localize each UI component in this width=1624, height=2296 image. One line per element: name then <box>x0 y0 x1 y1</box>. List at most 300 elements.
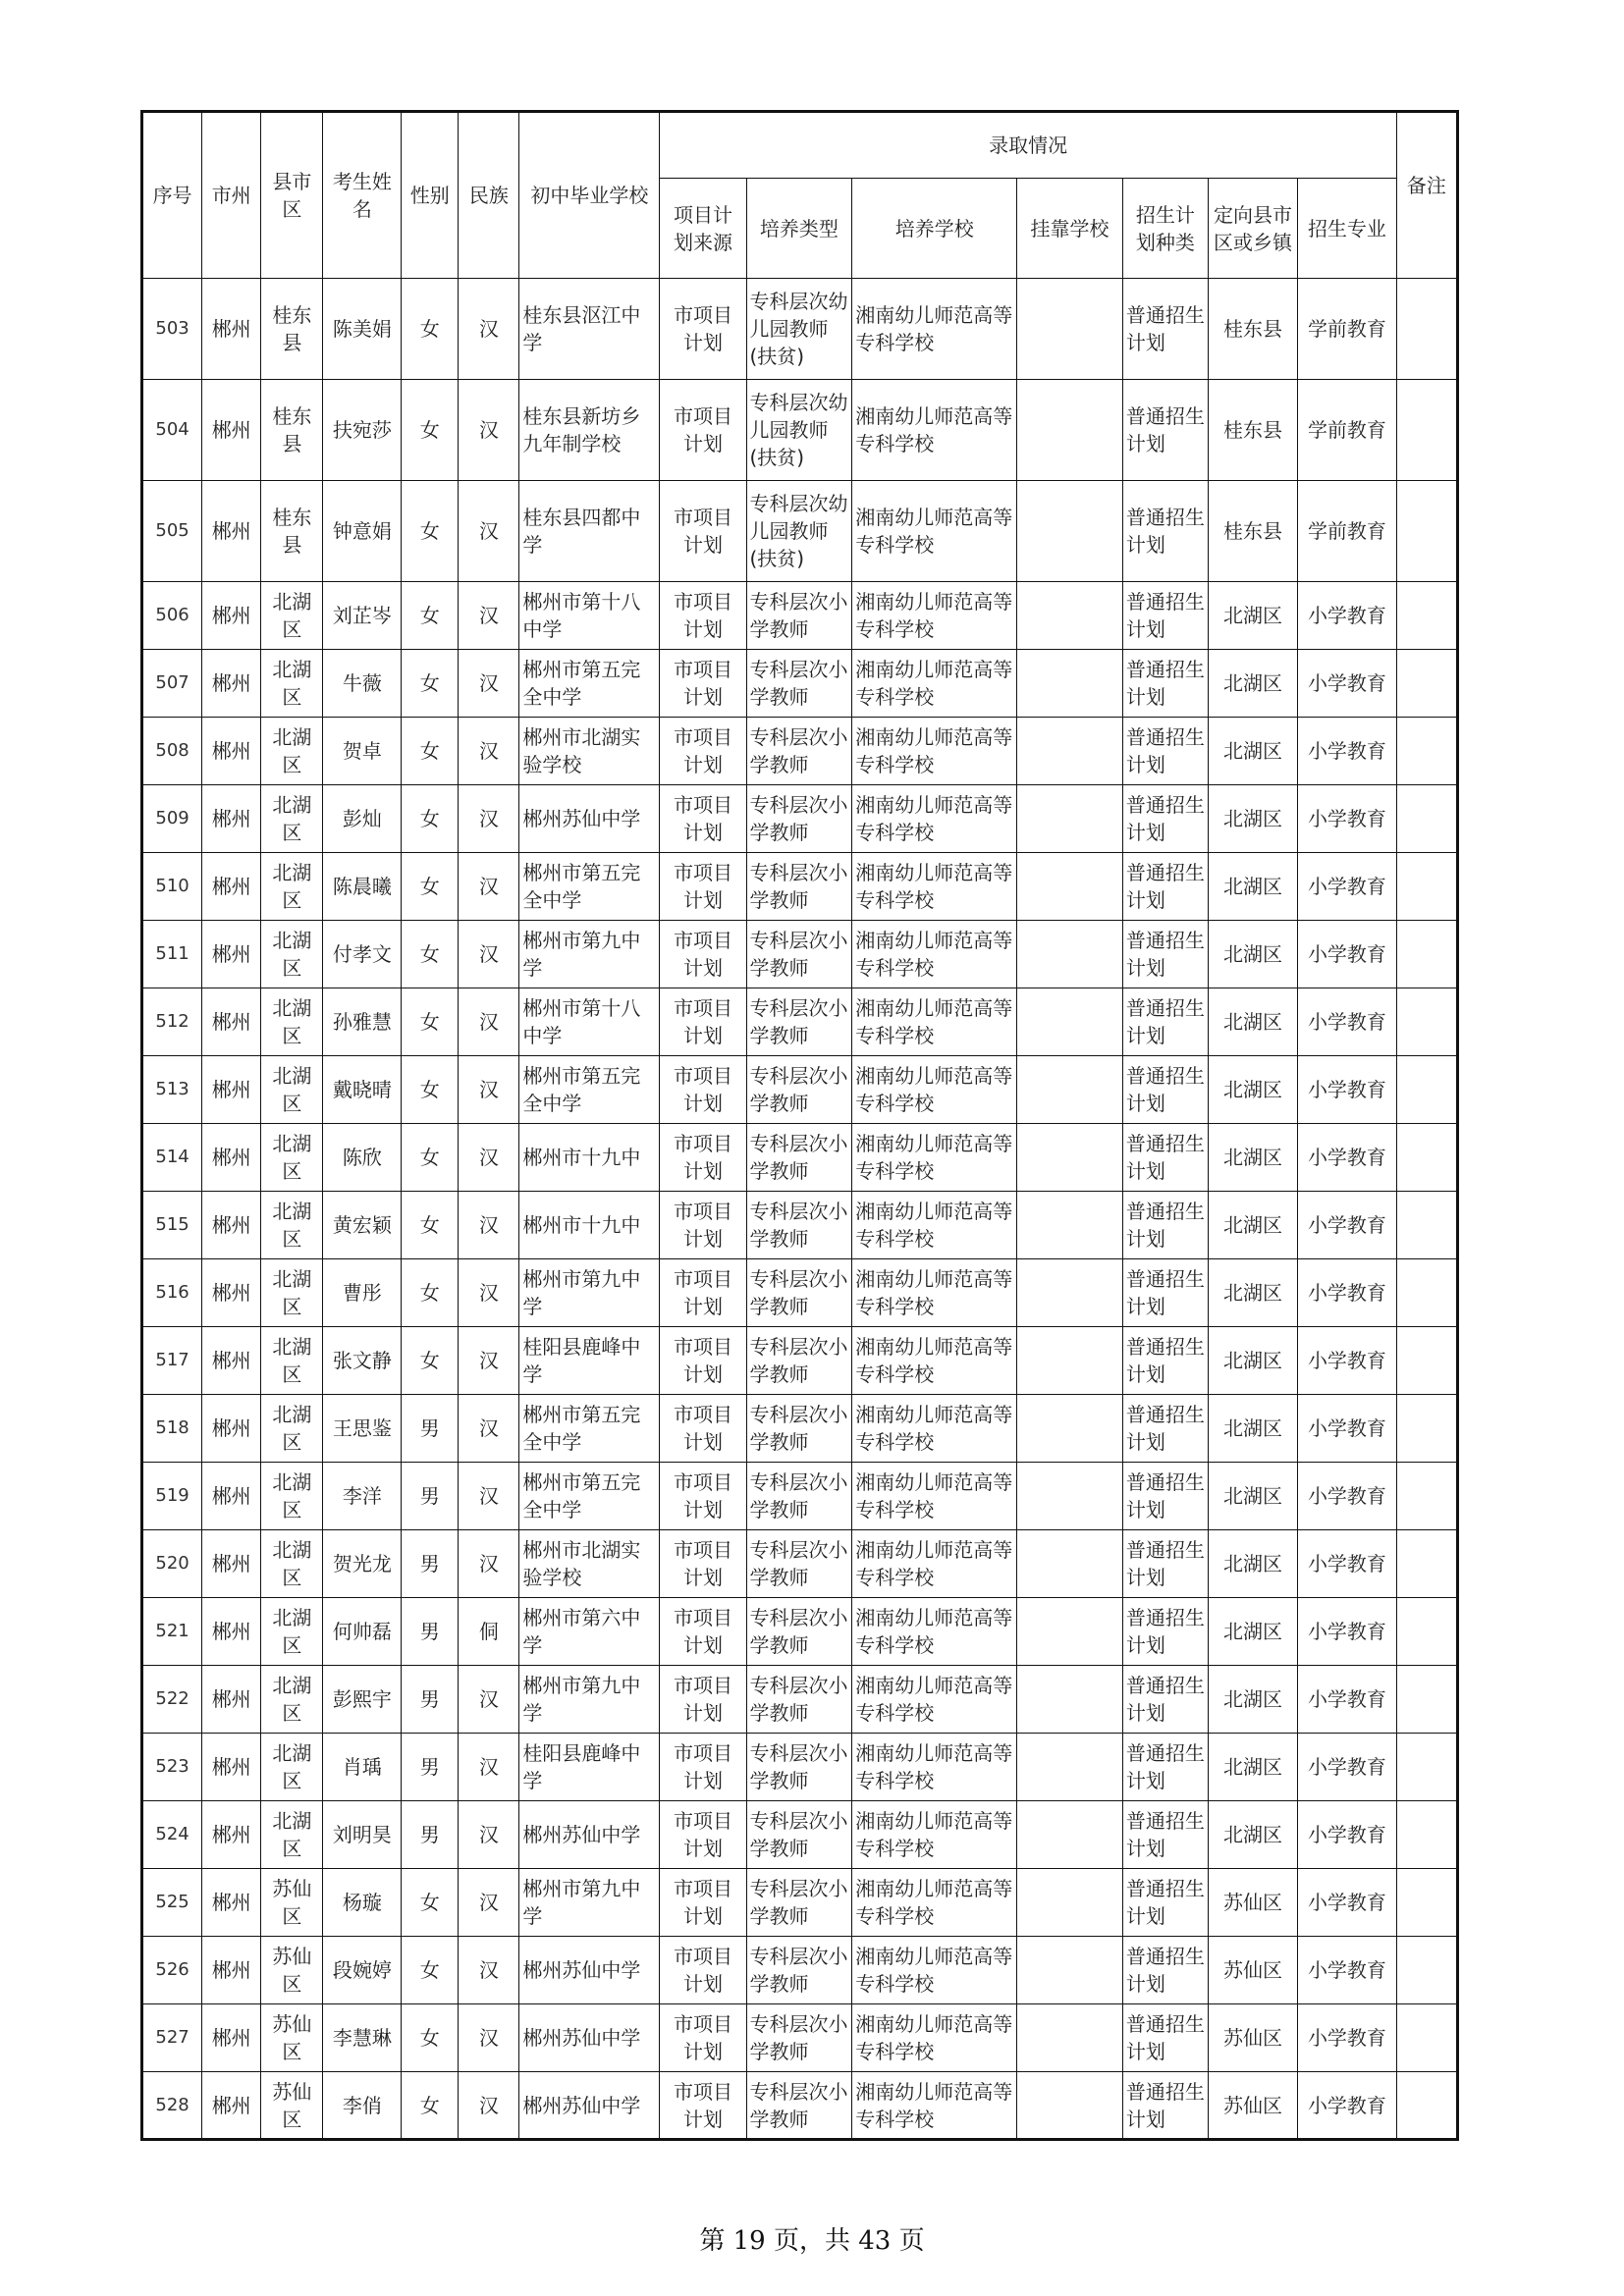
training-type-cell: 专科层次小学教师 <box>746 1056 852 1124</box>
name-cell: 刘明昊 <box>323 1801 402 1869</box>
major-cell: 小学教育 <box>1298 1463 1397 1530</box>
enroll-type-cell: 普通招生计划 <box>1122 1395 1208 1463</box>
gender-cell: 女 <box>402 1056 459 1124</box>
county-cell: 苏仙区 <box>261 2004 323 2072</box>
header-enroll-type: 招生计划种类 <box>1122 179 1208 279</box>
gender-cell: 女 <box>402 279 459 380</box>
county-cell: 北湖区 <box>261 1395 323 1463</box>
city-cell: 郴州 <box>202 921 261 988</box>
target-area-cell: 北湖区 <box>1208 1327 1297 1395</box>
remark-cell <box>1396 1666 1457 1734</box>
major-cell: 小学教育 <box>1298 853 1397 921</box>
enroll-type-cell: 普通招生计划 <box>1122 481 1208 582</box>
gender-cell: 女 <box>402 785 459 853</box>
training-type-cell: 专科层次小学教师 <box>746 1869 852 1937</box>
county-cell: 北湖区 <box>261 650 323 718</box>
header-county: 县市区 <box>261 112 323 279</box>
name-cell: 李慧琳 <box>323 2004 402 2072</box>
enroll-type-cell: 普通招生计划 <box>1122 279 1208 380</box>
remark-cell <box>1396 1801 1457 1869</box>
major-cell: 小学教育 <box>1298 988 1397 1056</box>
name-cell: 陈晨曦 <box>323 853 402 921</box>
major-cell: 小学教育 <box>1298 1530 1397 1598</box>
affiliated-school-cell <box>1017 582 1123 650</box>
table-row <box>142 1395 1458 1463</box>
plan-source-cell: 市项目计划 <box>660 1530 746 1598</box>
name-cell: 彭熙宇 <box>323 1666 402 1734</box>
city-cell: 郴州 <box>202 718 261 785</box>
major-cell: 小学教育 <box>1298 1869 1397 1937</box>
plan-source-cell: 市项目计划 <box>660 2004 746 2072</box>
gender-cell: 女 <box>402 988 459 1056</box>
header-remark: 备注 <box>1396 112 1457 279</box>
affiliated-school-cell <box>1017 785 1123 853</box>
remark-cell <box>1396 380 1457 481</box>
affiliated-school-cell <box>1017 481 1123 582</box>
training-school-cell: 湘南幼儿师范高等专科学校 <box>852 1666 1017 1734</box>
affiliated-school-cell <box>1017 718 1123 785</box>
remark-cell <box>1396 1734 1457 1801</box>
affiliated-school-cell <box>1017 279 1123 380</box>
plan-source-cell: 市项目计划 <box>660 380 746 481</box>
remark-cell <box>1396 988 1457 1056</box>
table-row <box>142 718 1458 785</box>
header-training-type: 培养类型 <box>746 179 852 279</box>
training-type-cell: 专科层次小学教师 <box>746 1124 852 1192</box>
junior-school-cell: 郴州市北湖实验学校 <box>519 718 660 785</box>
remark-cell <box>1396 1869 1457 1937</box>
gender-cell: 女 <box>402 1869 459 1937</box>
city-cell: 郴州 <box>202 1192 261 1259</box>
target-area-cell: 北湖区 <box>1208 853 1297 921</box>
junior-school-cell: 郴州苏仙中学 <box>519 2004 660 2072</box>
remark-cell <box>1396 279 1457 380</box>
enroll-type-cell: 普通招生计划 <box>1122 718 1208 785</box>
table-row <box>142 1192 1458 1259</box>
city-cell: 郴州 <box>202 1937 261 2004</box>
city-cell: 郴州 <box>202 1463 261 1530</box>
table-row <box>142 1124 1458 1192</box>
target-area-cell: 北湖区 <box>1208 988 1297 1056</box>
major-cell: 小学教育 <box>1298 1598 1397 1666</box>
county-cell: 北湖区 <box>261 1056 323 1124</box>
table-row <box>142 650 1458 718</box>
seq-cell: 504 <box>142 380 202 481</box>
ethnicity-cell: 汉 <box>459 921 519 988</box>
junior-school-cell: 桂阳县鹿峰中学 <box>519 1734 660 1801</box>
major-cell: 小学教育 <box>1298 1124 1397 1192</box>
county-cell: 北湖区 <box>261 988 323 1056</box>
major-cell: 小学教育 <box>1298 785 1397 853</box>
training-school-cell: 湘南幼儿师范高等专科学校 <box>852 380 1017 481</box>
major-cell: 学前教育 <box>1298 279 1397 380</box>
plan-source-cell: 市项目计划 <box>660 2072 746 2140</box>
seq-cell: 506 <box>142 582 202 650</box>
remark-cell <box>1396 1937 1457 2004</box>
seq-cell: 503 <box>142 279 202 380</box>
gender-cell: 男 <box>402 1666 459 1734</box>
name-cell: 钟意娟 <box>323 481 402 582</box>
junior-school-cell: 桂东县沤江中学 <box>519 279 660 380</box>
affiliated-school-cell <box>1017 1192 1123 1259</box>
county-cell: 桂东县 <box>261 481 323 582</box>
name-cell: 付孝文 <box>323 921 402 988</box>
gender-cell: 男 <box>402 1395 459 1463</box>
table-row <box>142 2004 1458 2072</box>
table-row <box>142 1734 1458 1801</box>
enroll-type-cell: 普通招生计划 <box>1122 1734 1208 1801</box>
remark-cell <box>1396 2004 1457 2072</box>
training-school-cell: 湘南幼儿师范高等专科学校 <box>852 1801 1017 1869</box>
admission-table <box>140 110 1459 2141</box>
name-cell: 牛薇 <box>323 650 402 718</box>
seq-cell: 525 <box>142 1869 202 1937</box>
plan-source-cell: 市项目计划 <box>660 481 746 582</box>
header-seq: 序号 <box>142 112 202 279</box>
affiliated-school-cell <box>1017 2072 1123 2140</box>
seq-cell: 512 <box>142 988 202 1056</box>
remark-cell <box>1396 1530 1457 1598</box>
gender-cell: 女 <box>402 2004 459 2072</box>
plan-source-cell: 市项目计划 <box>660 1124 746 1192</box>
ethnicity-cell: 汉 <box>459 785 519 853</box>
name-cell: 李俏 <box>323 2072 402 2140</box>
target-area-cell: 桂东县 <box>1208 481 1297 582</box>
county-cell: 桂东县 <box>261 279 323 380</box>
seq-cell: 517 <box>142 1327 202 1395</box>
seq-cell: 507 <box>142 650 202 718</box>
city-cell: 郴州 <box>202 1734 261 1801</box>
gender-cell: 女 <box>402 2072 459 2140</box>
gender-cell: 女 <box>402 1259 459 1327</box>
seq-cell: 508 <box>142 718 202 785</box>
affiliated-school-cell <box>1017 1463 1123 1530</box>
plan-source-cell: 市项目计划 <box>660 1666 746 1734</box>
ethnicity-cell: 汉 <box>459 718 519 785</box>
city-cell: 郴州 <box>202 1666 261 1734</box>
ethnicity-cell: 汉 <box>459 582 519 650</box>
seq-cell: 505 <box>142 481 202 582</box>
training-type-cell: 专科层次小学教师 <box>746 1801 852 1869</box>
affiliated-school-cell <box>1017 1327 1123 1395</box>
remark-cell <box>1396 785 1457 853</box>
seq-cell: 528 <box>142 2072 202 2140</box>
major-cell: 小学教育 <box>1298 1395 1397 1463</box>
training-type-cell: 专科层次小学教师 <box>746 582 852 650</box>
seq-cell: 523 <box>142 1734 202 1801</box>
junior-school-cell: 郴州苏仙中学 <box>519 785 660 853</box>
table-row <box>142 1056 1458 1124</box>
plan-source-cell: 市项目计划 <box>660 1937 746 2004</box>
header-ethnicity: 民族 <box>459 112 519 279</box>
seq-cell: 519 <box>142 1463 202 1530</box>
plan-source-cell: 市项目计划 <box>660 988 746 1056</box>
junior-school-cell: 郴州市第六中学 <box>519 1598 660 1666</box>
city-cell: 郴州 <box>202 1124 261 1192</box>
plan-source-cell: 市项目计划 <box>660 1463 746 1530</box>
target-area-cell: 苏仙区 <box>1208 1869 1297 1937</box>
affiliated-school-cell <box>1017 1666 1123 1734</box>
seq-cell: 510 <box>142 853 202 921</box>
enroll-type-cell: 普通招生计划 <box>1122 853 1208 921</box>
header-major: 招生专业 <box>1298 179 1397 279</box>
major-cell: 小学教育 <box>1298 921 1397 988</box>
county-cell: 苏仙区 <box>261 2072 323 2140</box>
remark-cell <box>1396 921 1457 988</box>
ethnicity-cell: 汉 <box>459 1327 519 1395</box>
target-area-cell: 北湖区 <box>1208 1463 1297 1530</box>
major-cell: 小学教育 <box>1298 1937 1397 2004</box>
table-row <box>142 582 1458 650</box>
target-area-cell: 北湖区 <box>1208 1530 1297 1598</box>
affiliated-school-cell <box>1017 650 1123 718</box>
ethnicity-cell: 汉 <box>459 1734 519 1801</box>
city-cell: 郴州 <box>202 650 261 718</box>
seq-cell: 520 <box>142 1530 202 1598</box>
seq-cell: 509 <box>142 785 202 853</box>
county-cell: 北湖区 <box>261 1530 323 1598</box>
target-area-cell: 北湖区 <box>1208 1598 1297 1666</box>
target-area-cell: 北湖区 <box>1208 650 1297 718</box>
junior-school-cell: 郴州市第九中学 <box>519 921 660 988</box>
remark-cell <box>1396 1327 1457 1395</box>
seq-cell: 526 <box>142 1937 202 2004</box>
table-row <box>142 1259 1458 1327</box>
major-cell: 小学教育 <box>1298 718 1397 785</box>
major-cell: 小学教育 <box>1298 1259 1397 1327</box>
training-type-cell: 专科层次幼儿园教师(扶贫) <box>746 481 852 582</box>
table-body <box>142 279 1458 2140</box>
training-school-cell: 湘南幼儿师范高等专科学校 <box>852 1259 1017 1327</box>
training-school-cell: 湘南幼儿师范高等专科学校 <box>852 1056 1017 1124</box>
seq-cell: 521 <box>142 1598 202 1666</box>
training-school-cell: 湘南幼儿师范高等专科学校 <box>852 2072 1017 2140</box>
city-cell: 郴州 <box>202 279 261 380</box>
target-area-cell: 北湖区 <box>1208 718 1297 785</box>
table-row <box>142 785 1458 853</box>
county-cell: 北湖区 <box>261 1327 323 1395</box>
training-type-cell: 专科层次小学教师 <box>746 1463 852 1530</box>
ethnicity-cell: 汉 <box>459 1937 519 2004</box>
remark-cell <box>1396 1259 1457 1327</box>
name-cell: 戴晓晴 <box>323 1056 402 1124</box>
target-area-cell: 苏仙区 <box>1208 2072 1297 2140</box>
plan-source-cell: 市项目计划 <box>660 1598 746 1666</box>
training-type-cell: 专科层次小学教师 <box>746 1734 852 1801</box>
seq-cell: 513 <box>142 1056 202 1124</box>
training-school-cell: 湘南幼儿师范高等专科学校 <box>852 1395 1017 1463</box>
target-area-cell: 北湖区 <box>1208 1259 1297 1327</box>
plan-source-cell: 市项目计划 <box>660 1327 746 1395</box>
county-cell: 北湖区 <box>261 921 323 988</box>
seq-cell: 515 <box>142 1192 202 1259</box>
table-row <box>142 481 1458 582</box>
table-row <box>142 1463 1458 1530</box>
affiliated-school-cell <box>1017 1869 1123 1937</box>
plan-source-cell: 市项目计划 <box>660 1801 746 1869</box>
enroll-type-cell: 普通招生计划 <box>1122 785 1208 853</box>
training-type-cell: 专科层次小学教师 <box>746 650 852 718</box>
city-cell: 郴州 <box>202 1801 261 1869</box>
junior-school-cell: 桂东县四都中学 <box>519 481 660 582</box>
affiliated-school-cell <box>1017 1056 1123 1124</box>
major-cell: 小学教育 <box>1298 1734 1397 1801</box>
name-cell: 肖瑀 <box>323 1734 402 1801</box>
target-area-cell: 北湖区 <box>1208 1666 1297 1734</box>
remark-cell <box>1396 1124 1457 1192</box>
training-school-cell: 湘南幼儿师范高等专科学校 <box>852 921 1017 988</box>
junior-school-cell: 郴州市十九中 <box>519 1124 660 1192</box>
table-row <box>142 1530 1458 1598</box>
ethnicity-cell: 汉 <box>459 1666 519 1734</box>
major-cell: 小学教育 <box>1298 1327 1397 1395</box>
name-cell: 王思鉴 <box>323 1395 402 1463</box>
junior-school-cell: 郴州市第九中学 <box>519 1869 660 1937</box>
training-type-cell: 专科层次小学教师 <box>746 988 852 1056</box>
gender-cell: 女 <box>402 650 459 718</box>
plan-source-cell: 市项目计划 <box>660 1395 746 1463</box>
city-cell: 郴州 <box>202 481 261 582</box>
remark-cell <box>1396 1598 1457 1666</box>
city-cell: 郴州 <box>202 1259 261 1327</box>
remark-cell <box>1396 2072 1457 2140</box>
county-cell: 北湖区 <box>261 582 323 650</box>
training-type-cell: 专科层次小学教师 <box>746 2072 852 2140</box>
enroll-type-cell: 普通招生计划 <box>1122 2004 1208 2072</box>
affiliated-school-cell <box>1017 988 1123 1056</box>
major-cell: 小学教育 <box>1298 1666 1397 1734</box>
enroll-type-cell: 普通招生计划 <box>1122 988 1208 1056</box>
table-row <box>142 988 1458 1056</box>
name-cell: 陈欣 <box>323 1124 402 1192</box>
seq-cell: 511 <box>142 921 202 988</box>
affiliated-school-cell <box>1017 1124 1123 1192</box>
junior-school-cell: 郴州市第十八中学 <box>519 582 660 650</box>
remark-cell <box>1396 1056 1457 1124</box>
header-city: 市州 <box>202 112 261 279</box>
name-cell: 杨璇 <box>323 1869 402 1937</box>
name-cell: 陈美娟 <box>323 279 402 380</box>
target-area-cell: 苏仙区 <box>1208 1937 1297 2004</box>
name-cell: 曹彤 <box>323 1259 402 1327</box>
name-cell: 孙雅慧 <box>323 988 402 1056</box>
remark-cell <box>1396 853 1457 921</box>
enroll-type-cell: 普通招生计划 <box>1122 1463 1208 1530</box>
ethnicity-cell: 汉 <box>459 1530 519 1598</box>
county-cell: 北湖区 <box>261 1598 323 1666</box>
city-cell: 郴州 <box>202 380 261 481</box>
training-school-cell: 湘南幼儿师范高等专科学校 <box>852 2004 1017 2072</box>
gender-cell: 女 <box>402 582 459 650</box>
table-row <box>142 1598 1458 1666</box>
target-area-cell: 苏仙区 <box>1208 2004 1297 2072</box>
affiliated-school-cell <box>1017 1530 1123 1598</box>
enroll-type-cell: 普通招生计划 <box>1122 2072 1208 2140</box>
target-area-cell: 桂东县 <box>1208 380 1297 481</box>
city-cell: 郴州 <box>202 1530 261 1598</box>
training-school-cell: 湘南幼儿师范高等专科学校 <box>852 718 1017 785</box>
junior-school-cell: 郴州苏仙中学 <box>519 1937 660 2004</box>
seq-cell: 524 <box>142 1801 202 1869</box>
seq-cell: 522 <box>142 1666 202 1734</box>
ethnicity-cell: 汉 <box>459 481 519 582</box>
name-cell: 贺卓 <box>323 718 402 785</box>
enroll-type-cell: 普通招生计划 <box>1122 1530 1208 1598</box>
gender-cell: 男 <box>402 1734 459 1801</box>
junior-school-cell: 郴州市第五完全中学 <box>519 650 660 718</box>
header-target-area: 定向县市区或乡镇 <box>1208 179 1297 279</box>
remark-cell <box>1396 718 1457 785</box>
junior-school-cell: 郴州市第九中学 <box>519 1259 660 1327</box>
table-row <box>142 1327 1458 1395</box>
training-school-cell: 湘南幼儿师范高等专科学校 <box>852 1327 1017 1395</box>
major-cell: 小学教育 <box>1298 2072 1397 2140</box>
city-cell: 郴州 <box>202 2072 261 2140</box>
affiliated-school-cell <box>1017 2004 1123 2072</box>
training-school-cell: 湘南幼儿师范高等专科学校 <box>852 785 1017 853</box>
remark-cell <box>1396 1192 1457 1259</box>
training-school-cell: 湘南幼儿师范高等专科学校 <box>852 1192 1017 1259</box>
county-cell: 北湖区 <box>261 1124 323 1192</box>
training-school-cell: 湘南幼儿师范高等专科学校 <box>852 279 1017 380</box>
city-cell: 郴州 <box>202 1869 261 1937</box>
junior-school-cell: 郴州市第五完全中学 <box>519 853 660 921</box>
training-school-cell: 湘南幼儿师范高等专科学校 <box>852 1869 1017 1937</box>
target-area-cell: 北湖区 <box>1208 1801 1297 1869</box>
affiliated-school-cell <box>1017 380 1123 481</box>
plan-source-cell: 市项目计划 <box>660 1259 746 1327</box>
ethnicity-cell: 汉 <box>459 1056 519 1124</box>
plan-source-cell: 市项目计划 <box>660 279 746 380</box>
major-cell: 小学教育 <box>1298 1192 1397 1259</box>
ethnicity-cell: 汉 <box>459 380 519 481</box>
training-type-cell: 专科层次小学教师 <box>746 1327 852 1395</box>
city-cell: 郴州 <box>202 1395 261 1463</box>
enroll-type-cell: 普通招生计划 <box>1122 1124 1208 1192</box>
gender-cell: 女 <box>402 481 459 582</box>
gender-cell: 男 <box>402 1598 459 1666</box>
junior-school-cell: 桂阳县鹿峰中学 <box>519 1327 660 1395</box>
seq-cell: 516 <box>142 1259 202 1327</box>
plan-source-cell: 市项目计划 <box>660 1056 746 1124</box>
header-training-school: 培养学校 <box>852 179 1017 279</box>
header-admission: 录取情况 <box>660 112 1396 179</box>
header-junior-school: 初中毕业学校 <box>519 112 660 279</box>
junior-school-cell: 郴州市第五完全中学 <box>519 1395 660 1463</box>
header-plan-source: 项目计划来源 <box>660 179 746 279</box>
affiliated-school-cell <box>1017 1598 1123 1666</box>
junior-school-cell: 郴州苏仙中学 <box>519 2072 660 2140</box>
ethnicity-cell: 汉 <box>459 1395 519 1463</box>
target-area-cell: 北湖区 <box>1208 1056 1297 1124</box>
training-type-cell: 专科层次小学教师 <box>746 785 852 853</box>
training-type-cell: 专科层次小学教师 <box>746 1530 852 1598</box>
gender-cell: 男 <box>402 1530 459 1598</box>
page-footer: 第 19 页，共 43 页 <box>699 2226 925 2256</box>
remark-cell <box>1396 481 1457 582</box>
training-type-cell: 专科层次小学教师 <box>746 1192 852 1259</box>
enroll-type-cell: 普通招生计划 <box>1122 1801 1208 1869</box>
enroll-type-cell: 普通招生计划 <box>1122 1937 1208 2004</box>
county-cell: 苏仙区 <box>261 1937 323 2004</box>
header-name: 考生姓名 <box>323 112 402 279</box>
enroll-type-cell: 普通招生计划 <box>1122 1327 1208 1395</box>
enroll-type-cell: 普通招生计划 <box>1122 1192 1208 1259</box>
junior-school-cell: 郴州市第十八中学 <box>519 988 660 1056</box>
gender-cell: 男 <box>402 1463 459 1530</box>
ethnicity-cell: 汉 <box>459 1801 519 1869</box>
plan-source-cell: 市项目计划 <box>660 853 746 921</box>
